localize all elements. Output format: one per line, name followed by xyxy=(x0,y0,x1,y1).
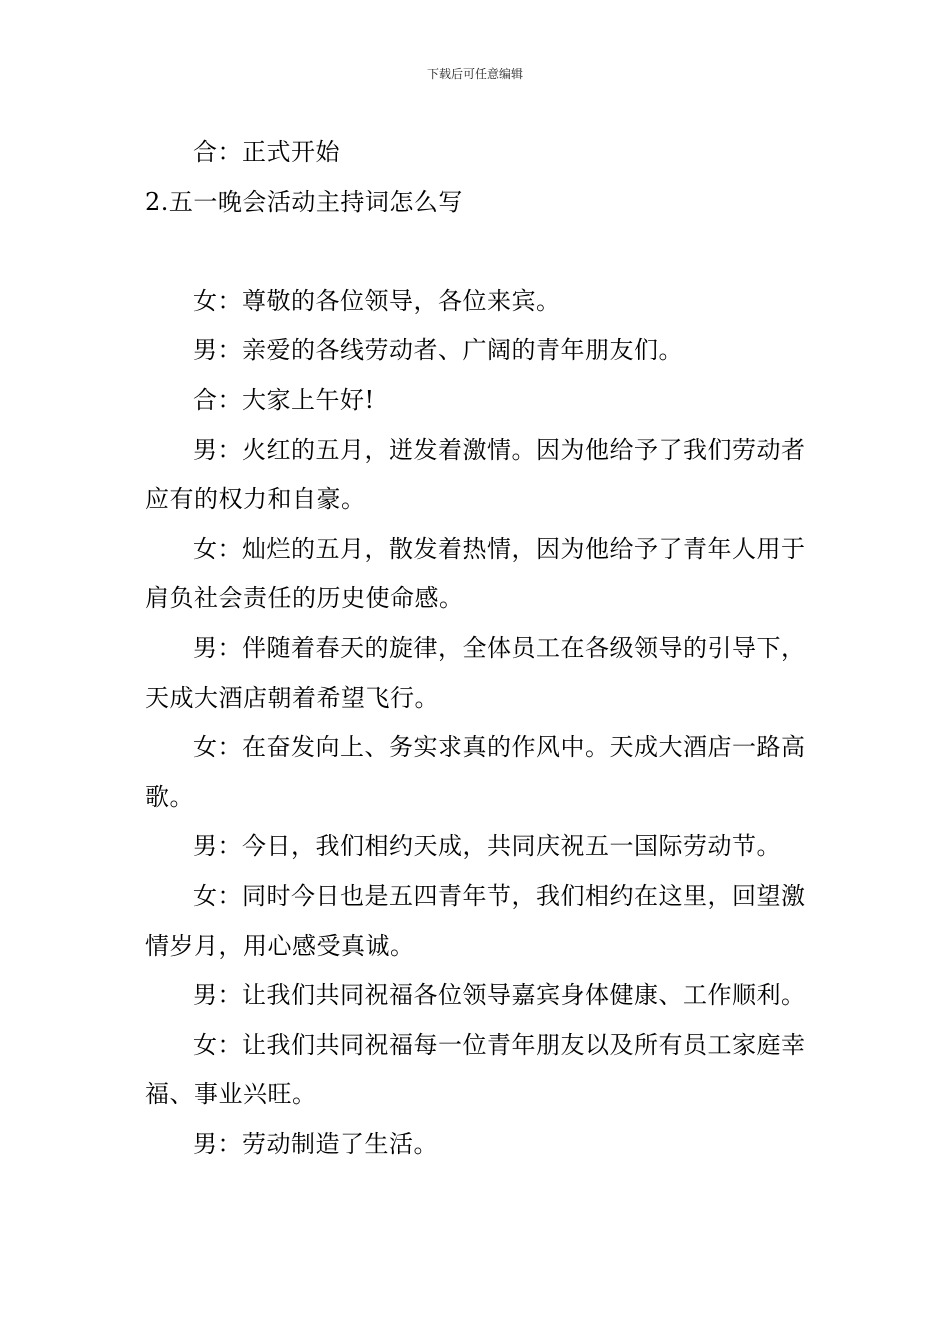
paragraph: 女：在奋发向上、务实求真的作风中。天成大酒店一路高歌。 xyxy=(145,733,806,811)
blank-line xyxy=(145,227,810,277)
paragraph: 男：火红的五月，迸发着激情。因为他给予了我们劳动者应有的权力和自豪。 xyxy=(145,435,806,514)
paragraph: 男：让我们共同祝福各位领导嘉宾身体健康、工作顺利。 xyxy=(193,981,806,1010)
opening-line: 合：正式开始 xyxy=(193,138,340,166)
page-header: 下载后可任意编辑 xyxy=(426,67,523,81)
paragraph: 女：尊敬的各位领导，各位来宾。 xyxy=(193,286,561,315)
paragraph: 合：大家上午好! xyxy=(193,385,375,414)
paragraph: 女：灿烂的五月，散发着热情，因为他给予了青年人用于肩负社会责任的历史使命感。 xyxy=(145,534,806,613)
paragraph: 男：亲爱的各线劳动者、广阔的青年朋友们。 xyxy=(193,336,683,365)
paragraph: 男：劳动制造了生活。 xyxy=(193,1129,438,1158)
paragraph: 女：同时今日也是五四青年节，我们相约在这里，回望激情岁月，用心感受真诚。 xyxy=(145,881,806,960)
document-body xyxy=(145,128,810,1169)
paragraph: 女：让我们共同祝福每一位青年朋友以及所有员工家庭幸福、事业兴旺。 xyxy=(145,1030,806,1109)
paragraph: 男：伴随着春天的旋律，全体员工在各级领导的引导下，天成大酒店朝着希望飞行。 xyxy=(145,633,806,712)
paragraph: 男：今日，我们相约天成，共同庆祝五一国际劳动节。 xyxy=(193,832,781,861)
section-title: 2.五一晚会活动主持词怎么写 xyxy=(145,187,463,216)
